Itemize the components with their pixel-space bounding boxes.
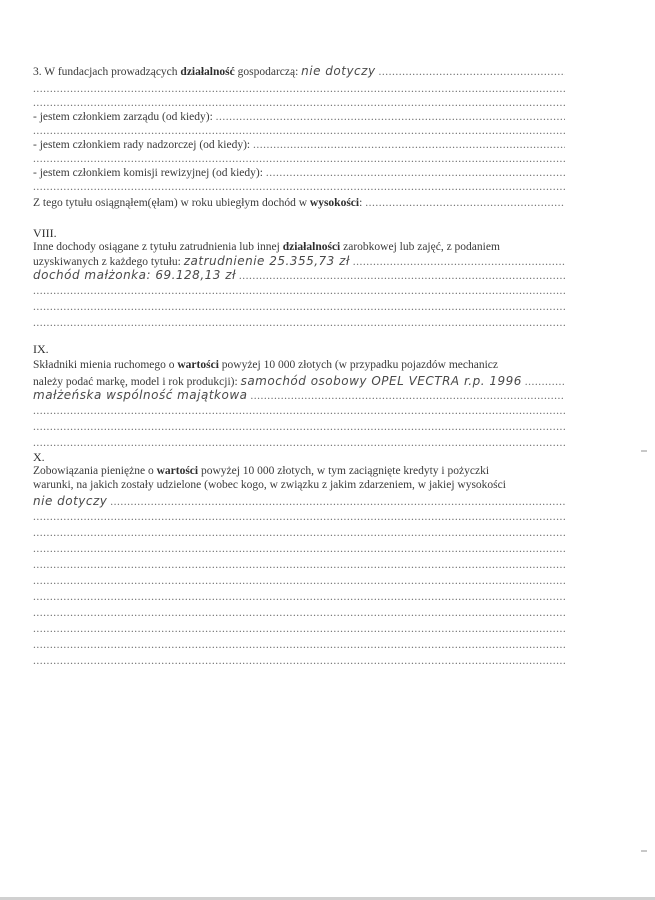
handwritten-joint-property: małżeńska wspólność majątkowa <box>33 388 248 402</box>
handwritten-vehicle: samochód osobowy OPEL VECTRA r.p. 1996 <box>240 374 522 388</box>
dochod-line: Z tego tytułu osiągnąłem(ęłam) w roku ubiegłym dochód w wysokości: ..... <box>33 196 565 210</box>
section-viii-hand-line <box>33 268 565 283</box>
blank-line <box>33 316 565 330</box>
handwritten-spouse-income: dochód małżonka: 69.128,13 zł <box>33 268 236 282</box>
section-viii-text-1: Inne dochody osiągane z tytułu zatrudnienia lub innej działalności zarobkowej lub zajęć, z podaniem <box>33 241 500 253</box>
rada-line: - jestem członkiem rady nadzorczej (od kiedy): ..... <box>33 138 565 152</box>
section-viii-heading: VIII. <box>33 226 57 240</box>
blank-line <box>33 574 565 588</box>
blank-line <box>33 96 565 110</box>
blank-line <box>33 622 565 636</box>
section-x-hand-line <box>33 494 565 509</box>
blank-line <box>33 638 565 652</box>
handwritten-item3: nie dotyczy <box>301 64 376 78</box>
blank-line <box>33 180 565 194</box>
zarzad-line: - jestem członkiem zarządu (od kiedy): ..... <box>33 110 565 124</box>
section-x-heading: X. <box>33 450 45 464</box>
section-x-text-1: Zobowiązania pieniężne o wartości powyżej 10 000 złotych, w tym zaciągnięte kredyty i pożyczki <box>33 465 490 477</box>
handwritten-employment-income: zatrudnienie 25.355,73 zł <box>183 254 350 268</box>
komisja-line: - jestem członkiem komisji rewizyjnej (od kiedy): ..... <box>33 166 565 180</box>
blank-line <box>33 558 565 572</box>
blank-line <box>33 654 565 668</box>
blank-line <box>33 542 565 556</box>
blank-line <box>33 82 565 96</box>
blank-line <box>33 404 565 418</box>
section-ix-text-1: Składniki mienia ruchomego o wartości powyżej 10 000 złotych (w przypadku pojazdów mechanicz <box>33 359 498 371</box>
blank-line <box>33 590 565 604</box>
section-viii-text-2: uzyskiwanych z każdego tytułu: zatrudnienie 25.355,73 zł ..... <box>33 254 565 269</box>
blank-line <box>33 124 565 138</box>
blank-line <box>33 436 565 450</box>
blank-line <box>33 152 565 166</box>
blank-line <box>33 510 565 524</box>
section-x-text-2: warunki, na jakich zostały udzielone (wobec kogo, w związku z jakim zdarzeniem, w jakiej wysokości <box>33 479 506 491</box>
item3-line: 3. W fundacjach prowadzących działalność gospodarczą: nie dotyczy ..... <box>33 64 565 79</box>
section-ix-hand-line <box>33 388 565 403</box>
blank-line <box>33 284 565 298</box>
blank-line <box>33 526 565 540</box>
scan-artifact <box>641 850 647 852</box>
section-ix-text-2: należy podać markę, model i rok produkcji): samochód osobowy OPEL VECTRA r.p. 1996 ..... <box>33 374 565 389</box>
blank-line <box>33 420 565 434</box>
blank-line <box>33 606 565 620</box>
section-ix-heading: IX. <box>33 342 49 356</box>
scan-artifact <box>641 450 647 452</box>
blank-line <box>33 300 565 314</box>
handwritten-liabilities: nie dotyczy <box>33 494 108 508</box>
